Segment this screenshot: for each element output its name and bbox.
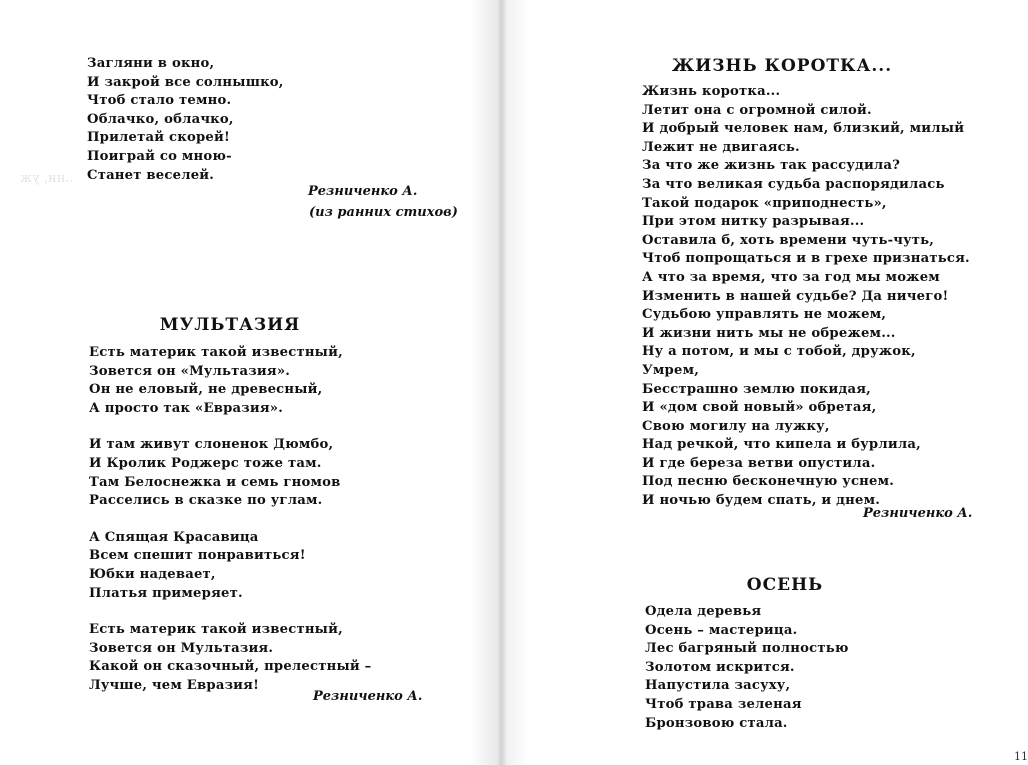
poem-line: Он не еловый, не древесный, <box>89 382 323 398</box>
poem-line: И жизни нить мы не обрежем... <box>642 325 896 341</box>
poem-line: А просто так «Евразия». <box>89 400 284 416</box>
poem-line: За что великая судьба распорядилась <box>642 176 945 192</box>
poem-line: Летит она с огромной силой. <box>642 102 872 118</box>
poem-line: Жизнь коротка... <box>642 84 781 99</box>
stanza <box>89 529 371 603</box>
poem-multazia-body <box>89 344 371 696</box>
poem-line: Чтоб трава зеленая <box>645 696 802 712</box>
poem1-note: (из ранних стихов) <box>309 205 458 220</box>
stanza <box>89 344 371 418</box>
poem-line: А что за время, что за год мы можем <box>642 269 940 285</box>
poem-line: Чтоб попрощаться и в грехе признаться. <box>642 251 970 267</box>
stanza <box>89 621 371 695</box>
poem-line: Загляни в окно, <box>87 56 215 71</box>
poem-line: Умрем, <box>642 362 700 378</box>
poem-line: Под песню бесконечную уснем. <box>642 474 895 490</box>
poem-line: И где береза ветви опустила. <box>642 455 876 471</box>
poem-line: Зовется он Мультазия. <box>89 640 274 656</box>
poem-line: И добрый человек нам, близкий, милый <box>642 121 965 137</box>
poem-line: И Кролик Роджерс тоже там. <box>89 455 322 471</box>
poem-line: Зовется он «Мультазия». <box>89 363 291 379</box>
poem-line: Оставила б, хоть времени чуть-чуть, <box>642 232 935 248</box>
poem-line: Какой он сказочный, прелестный – <box>89 659 372 675</box>
poem-line: Всем спешит понравиться! <box>89 548 306 564</box>
page-number: 11 <box>1014 750 1028 763</box>
poem4-title: ОСЕНЬ <box>746 575 824 595</box>
poem2-author: Резниченко А. <box>313 689 423 704</box>
bleed-through-text: ..ни, уж <box>20 171 74 186</box>
poem-life-short-body <box>642 83 970 511</box>
poem3-title: ЖИЗНЬ КОРОТКА... <box>671 56 893 76</box>
stanza <box>89 436 371 510</box>
poem-line: Прилетай скорей! <box>87 130 230 146</box>
poem-line: И там живут слоненок Дюмбо, <box>89 437 334 453</box>
poem-line: И закрой все солнышко, <box>87 74 284 90</box>
poem-line: Есть материк такой известный, <box>89 345 343 360</box>
poem-line: Поиграй со мною- <box>87 148 232 164</box>
poem-line: При этом нитку разрывая... <box>642 214 865 230</box>
poem-line: А Спящая Красавица <box>89 529 259 545</box>
poem-line: Ну а потом, и мы с тобой, дружок, <box>642 344 916 360</box>
poem3-author: Резниченко А. <box>863 506 973 521</box>
poem-line: Осень – мастерица. <box>645 622 798 638</box>
poem-line: Судьбою управлять не можем, <box>642 307 887 323</box>
poem-line: Платья примеряет. <box>89 585 243 601</box>
poem-line: Лежит не двигаясь. <box>642 139 800 155</box>
poem-autumn-body <box>645 603 849 733</box>
poem-line: Чтоб стало темно. <box>87 93 232 109</box>
poem-line: Свою могилу на лужку, <box>642 418 830 434</box>
book-gutter-shadow <box>470 0 530 765</box>
poem-line: Облачко, облачко, <box>87 111 234 127</box>
poem-line: Одела деревья <box>645 604 762 619</box>
poem-line: Над речкой, что кипела и бурлила, <box>642 437 921 453</box>
poem-line: За что же жизнь так рассудила? <box>642 158 901 174</box>
poem-window-cloud <box>87 55 284 185</box>
poem-line: Там Белоснежка и семь гномов <box>89 474 341 490</box>
poem-line: И ночью будем спать, и днем. <box>642 493 881 509</box>
poem2-title: МУЛЬТАЗИЯ <box>159 315 301 335</box>
poem-line: Золотом искрится. <box>645 659 795 675</box>
poem-line: Есть материк такой известный, <box>89 622 343 638</box>
poem1-author: Резниченко А. <box>308 184 418 199</box>
poem-line: Расселись в сказке по углам. <box>89 493 323 509</box>
poem-line: Изменить в нашей судьбе? Да ничего! <box>642 288 949 304</box>
poem-line: Лучше, чем Евразия! <box>89 677 260 693</box>
poem-line: Юбки надевает, <box>89 566 216 582</box>
poem-line: И «дом свой новый» обретая, <box>642 400 877 416</box>
poem-line: Станет веселей. <box>87 167 215 183</box>
poem-line: Бронзовою стала. <box>645 715 788 731</box>
poem-line: Лес багряный полностью <box>645 641 849 657</box>
poem-line: Бесстрашно землю покидая, <box>642 381 871 397</box>
poem-line: Такой подарок «приподнесть», <box>642 195 887 211</box>
poem-line: Напустила засуху, <box>645 678 791 694</box>
